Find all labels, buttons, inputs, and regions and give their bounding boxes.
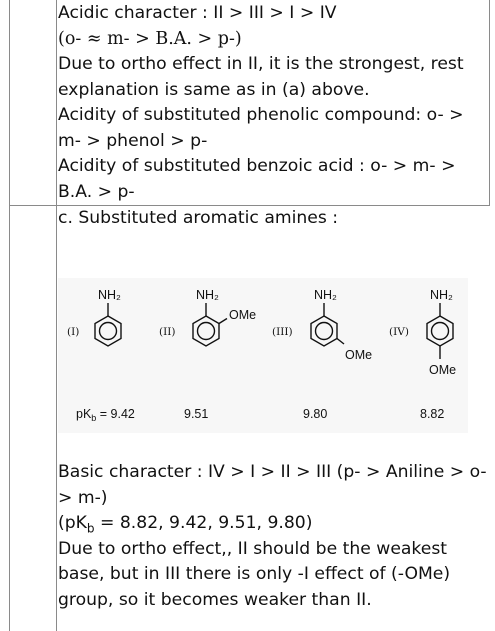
acidity-order-line: (o- ≈ m- > B.A. > p-) — [58, 28, 242, 49]
pkb-value-III: 9.80 — [303, 407, 328, 421]
pkb-value-IV: 8.82 — [420, 407, 445, 421]
nh2-label-II: NH₂ — [196, 288, 219, 302]
basic-character-line: Basic character : IV > I > II > III (p- > Aniline > o- > m-) — [58, 462, 487, 508]
structure-IV — [427, 303, 453, 359]
acidic-character-line: Acidic character : II > III > I > IV — [58, 3, 337, 23]
nh2-label-III: NH₂ — [314, 288, 337, 302]
benzoic-acid-acidity-line: Acidity of substituted benzoic acid : o- > m- > B.A. > p- — [58, 156, 456, 202]
nh2-label-IV: NH₂ — [430, 288, 453, 302]
numeral-IV: (IV) — [389, 326, 409, 338]
nh2-label-I: NH₂ — [98, 288, 121, 302]
amines-structure-figure — [58, 278, 468, 433]
ortho-effect-explanation: Due to ortho effect in II, it is the strongest, rest explanation is same as in (a) above. — [58, 54, 464, 100]
pkb-value-II: 9.51 — [184, 407, 209, 421]
structure-II — [193, 303, 227, 346]
ome-label-IV: OMe — [429, 363, 457, 377]
ome-label-III: OMe — [345, 348, 373, 362]
pkb-values-line: ($pK_b = 8.82$, 9.42, 9.51, 9.80) — [58, 513, 313, 536]
table-column-divider — [56, 0, 57, 631]
structure-I — [95, 303, 121, 346]
table-border-right — [489, 0, 490, 205]
phenol-acidity-line: Acidity of substituted phenolic compound: o- > m- > phenol > p- — [58, 105, 464, 151]
numeral-II: (II) — [159, 326, 176, 338]
pkb-value-I: $pK_b = 9.42$ — [76, 407, 135, 423]
ortho-effect-amine-explanation: Due to ortho effect,, II should be the weakest base, but in III there is only -I effect of (-OMe) group, so it becomes weaker than II. — [58, 538, 451, 610]
table-border-left — [9, 0, 10, 631]
numeral-I: (I) — [67, 326, 80, 338]
numeral-III: (III) — [272, 326, 293, 338]
row2-text — [58, 460, 488, 613]
row1-text — [58, 1, 488, 205]
structure-III — [311, 303, 344, 346]
ome-label-II: OMe — [229, 308, 257, 322]
section-title: c. Substituted aromatic amines : — [58, 208, 339, 228]
